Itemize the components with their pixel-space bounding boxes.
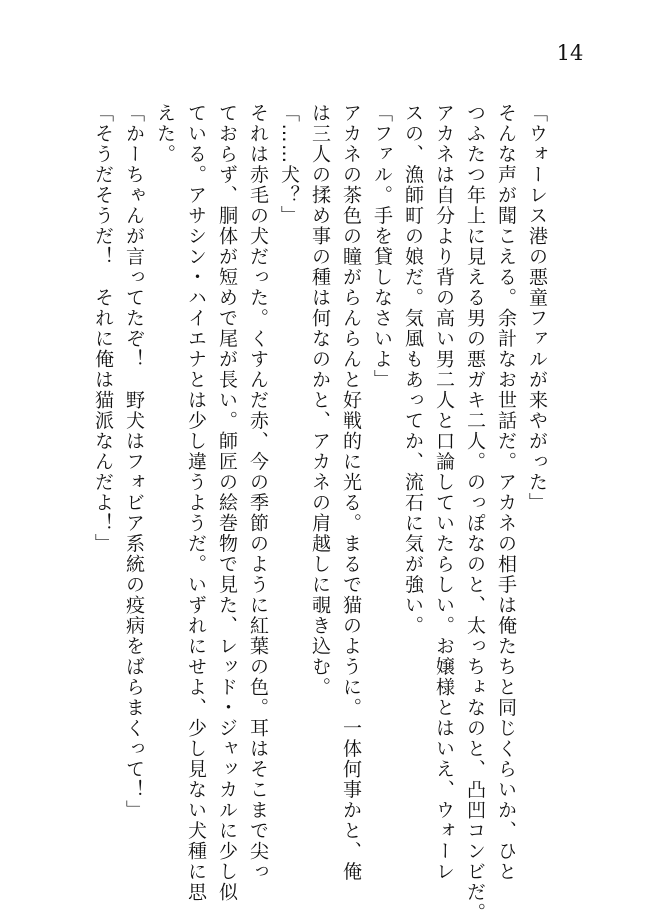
text-line: 「そうだそうだ！ それに俺は猫派なんだよ！」 [92, 103, 114, 554]
text-line: 「……犬？」 [278, 103, 300, 226]
text-line: 「かーちゃんが言ってたぞ！ 野犬はフォビア系統の疫病をばらまくって！」 [123, 103, 145, 821]
text-line: つふたつ年上に見える男の悪ガキ二人。のっぽなのと、太っちょなのと、凸凹コンビだ。 [464, 103, 486, 923]
text-line: スの、漁師町の娘だ。気風もあってか、流石に気が強い。 [402, 103, 424, 636]
text-line: えた。 [154, 103, 176, 165]
page-number: 14 [556, 41, 584, 65]
text-line: アカネは自分より背の高い男二人と口論していたらしい。お嬢様とはいえ、ウォーレ [433, 103, 455, 882]
text-line: ておらず、胴体が短めで尾が長い。師匠の絵巻物で見た、レッド・ジャッカルに少し似 [216, 103, 238, 903]
text-line: 「ファル。手を貸しなさいよ」 [371, 103, 393, 390]
text-line: 「ウォーレス港の悪童ファルが来やがった」 [526, 103, 548, 513]
text-line: アカネの茶色の瞳がらんらんと好戦的に光る。まるで猫のように。一体何事かと、俺 [340, 103, 362, 882]
text-line: そんな声が聞こえる。余計なお世話だ。アカネの相手は俺たちと同じくらいか、ひと [495, 103, 517, 882]
text-line: それは赤毛の犬だった。くすんだ赤、今の季節のように紅葉の色。耳はそこまで尖っ [247, 103, 269, 882]
text-line: は三人の揉め事の種は何なのかと、アカネの肩越しに覗き込む。 [309, 103, 331, 698]
text-line: ている。アサシン・ハイエナとは少し違うようだ。いずれにせよ、少し見ない犬種に思 [185, 103, 207, 903]
novel-body-text [87, 103, 552, 923]
